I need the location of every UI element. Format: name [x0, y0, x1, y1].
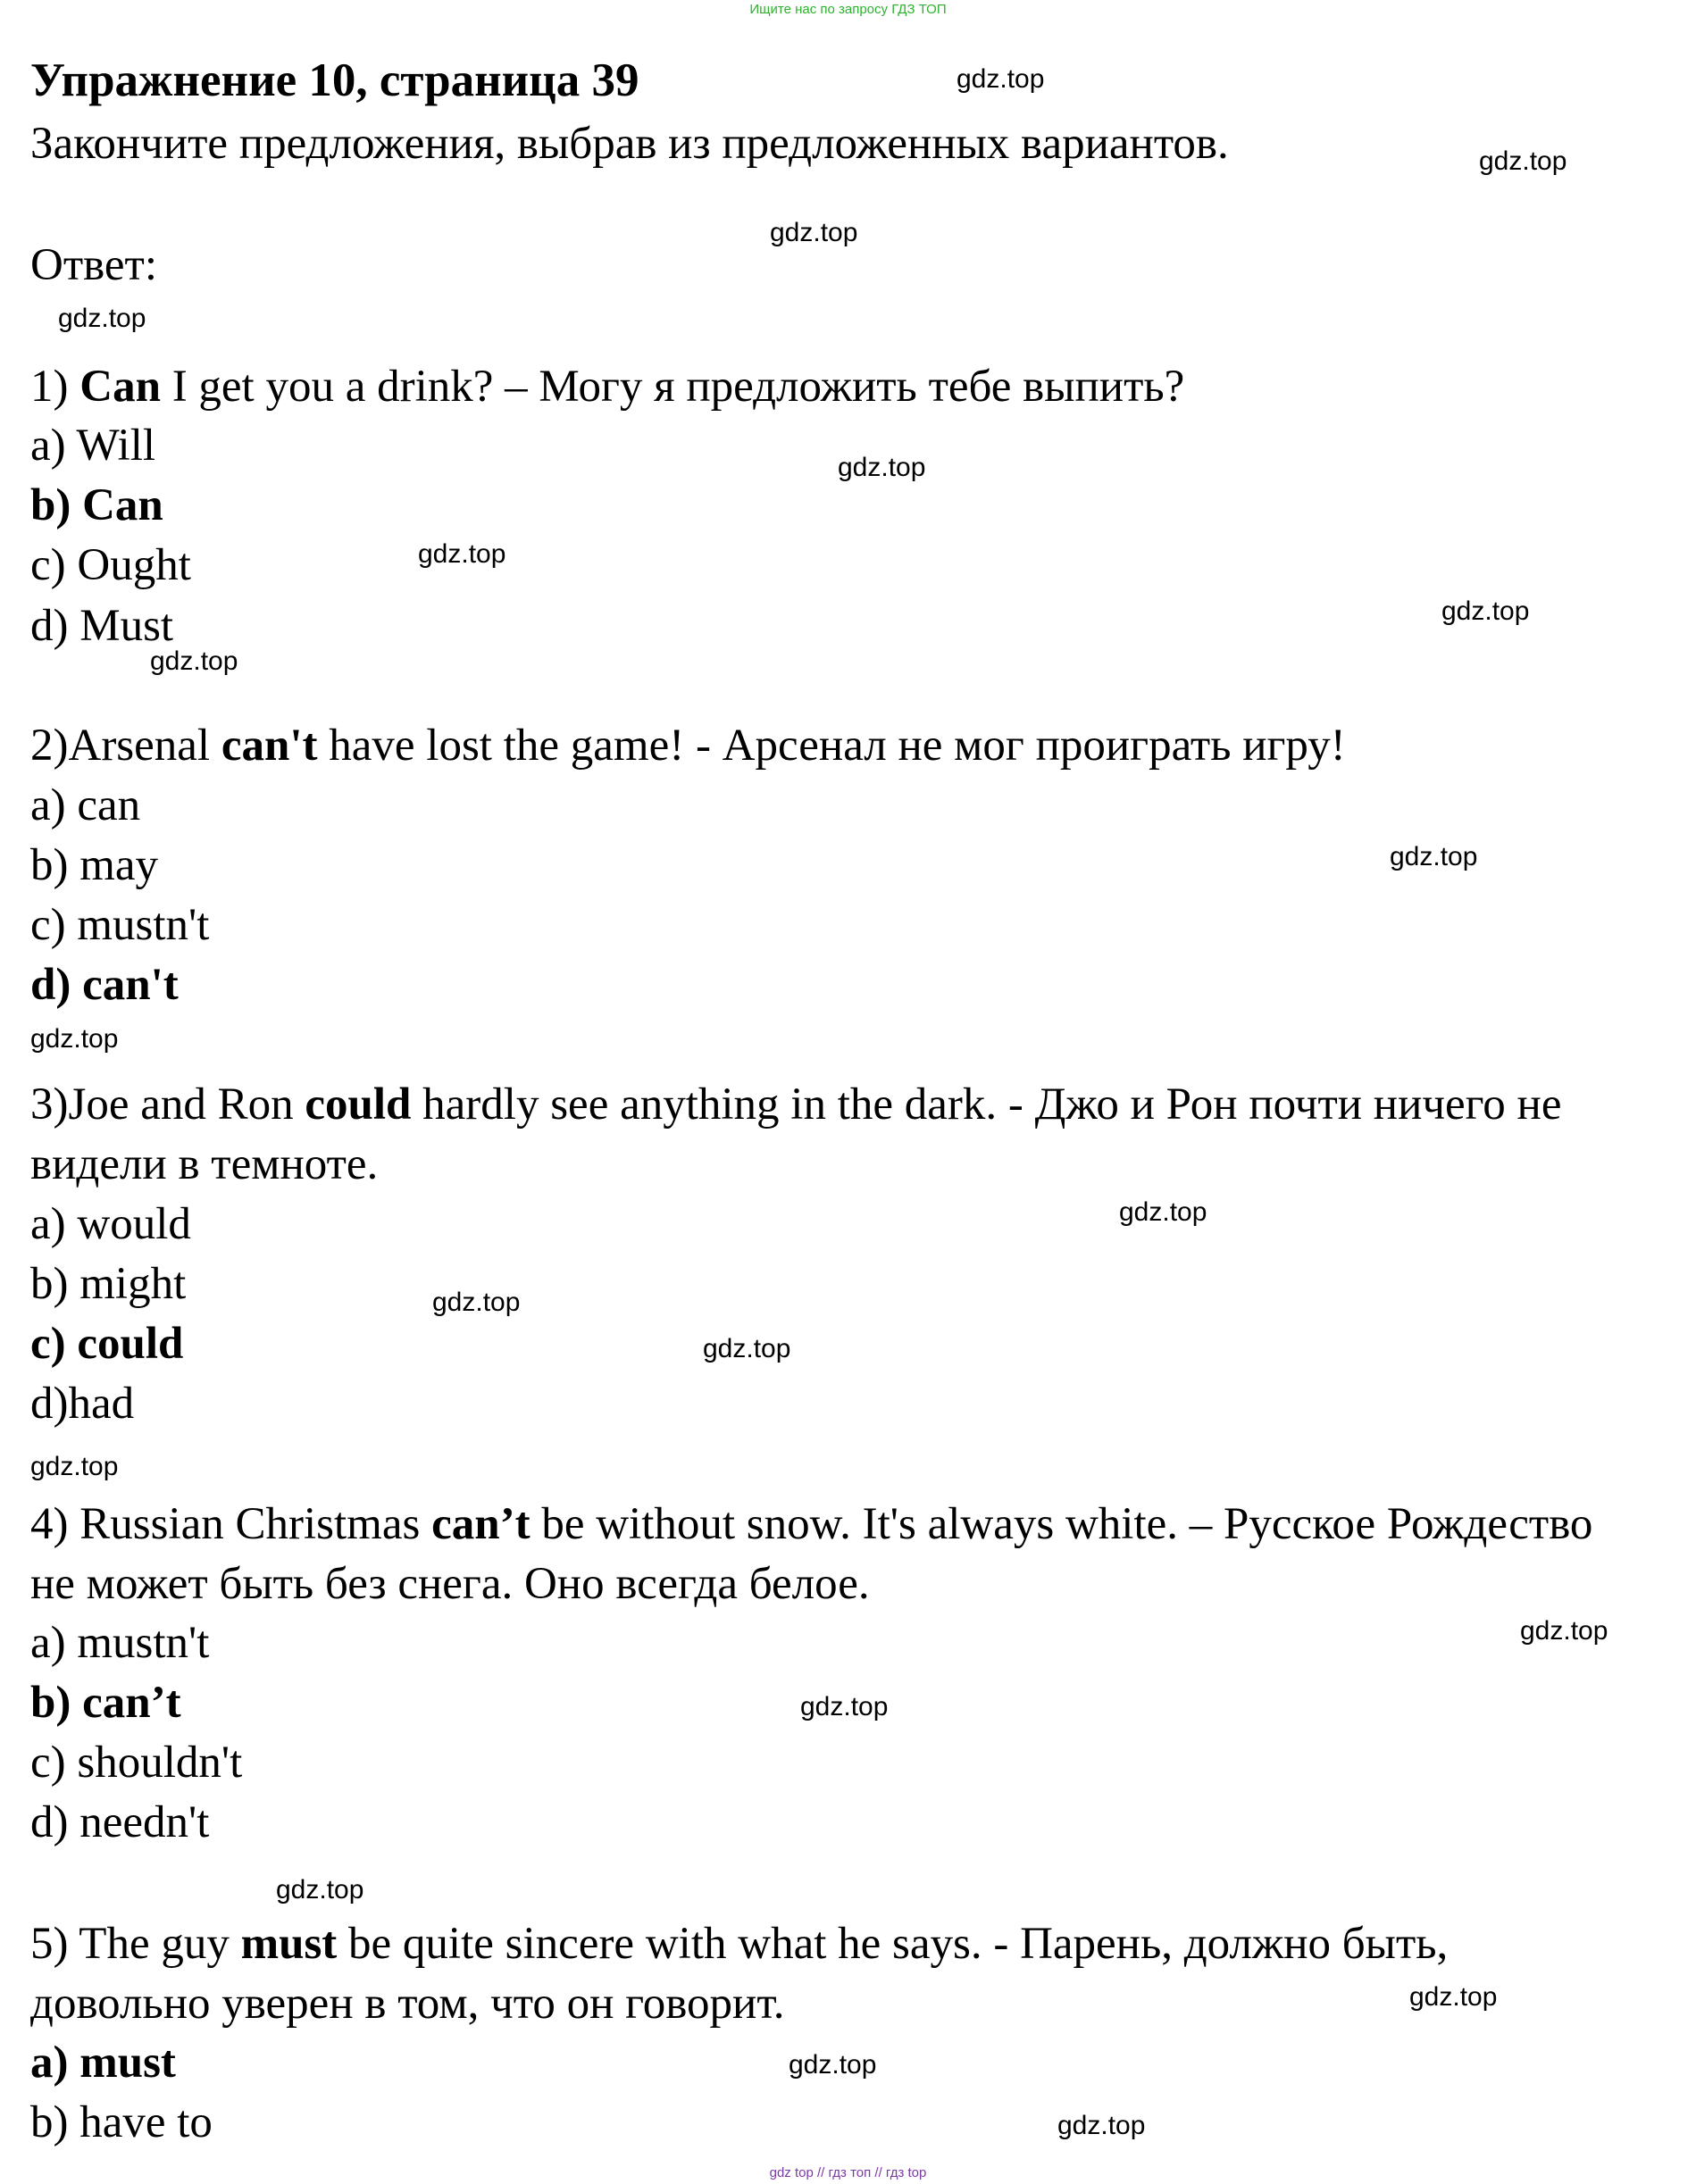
- watermark: gdz.top: [770, 218, 858, 247]
- question-5: [30, 1914, 1620, 2034]
- option: b) may: [30, 840, 159, 890]
- option: b) might: [30, 1259, 187, 1309]
- watermark: gdz.top: [432, 1288, 521, 1317]
- watermark: gdz.top: [1520, 1616, 1608, 1646]
- page-title: Упражнение 10, страница 39: [30, 54, 639, 106]
- watermark: gdz.top: [30, 1024, 119, 1054]
- watermark: gdz.top: [1390, 842, 1478, 871]
- watermark: gdz.top: [418, 539, 506, 569]
- question-prefix: 4) Russian Christmas: [30, 1499, 432, 1549]
- option: d) Must: [30, 601, 174, 651]
- option: b) have to: [30, 2097, 213, 2147]
- option-correct: a) must: [30, 2038, 176, 2088]
- question-prefix: 3)Joe and Ron: [30, 1079, 305, 1130]
- question-prefix: 2)Arsenal: [30, 721, 221, 771]
- option: a) can: [30, 780, 141, 830]
- watermark: gdz.top: [838, 453, 926, 482]
- question-prefix: 1): [30, 362, 80, 412]
- option: a) would: [30, 1199, 191, 1249]
- question-text: be quite sincere with what he says. - Парень, должно быть, довольно уверен в том, что он говорит.: [30, 1919, 1449, 2029]
- answer-word: can't: [221, 721, 318, 771]
- answer-word: must: [240, 1919, 338, 1969]
- question-text: be without snow. It's always white. – Русское Рождество не может быть без снега. Оно всегда белое.: [30, 1499, 1593, 1609]
- watermark: gdz.top: [957, 64, 1045, 94]
- option-correct: c) could: [30, 1319, 184, 1369]
- search-hint: Ищите нас по запросу ГДЗ ТОП: [749, 2, 947, 17]
- question-4: [30, 1495, 1620, 1614]
- question-3: [30, 1075, 1620, 1195]
- option-correct: b) can’t: [30, 1678, 181, 1728]
- watermark: gdz.top: [1479, 146, 1567, 176]
- watermark: gdz.top: [1441, 596, 1530, 626]
- watermark: gdz.top: [150, 646, 238, 676]
- watermark: gdz.top: [1119, 1197, 1207, 1227]
- question-text: have lost the game! - Арсенал не мог проиграть игру!: [317, 721, 1346, 771]
- watermark: gdz.top: [800, 1692, 889, 1721]
- answer-word: Can: [79, 362, 161, 412]
- watermark: gdz.top: [58, 304, 146, 333]
- watermark: gdz.top: [1409, 1982, 1498, 2012]
- option-correct: b) Can: [30, 480, 163, 530]
- task-instruction: Закончите предложения, выбрав из предложенных вариантов.: [30, 119, 1229, 169]
- watermark: gdz.top: [1057, 2111, 1146, 2140]
- option-correct: d) can't: [30, 960, 179, 1010]
- watermark: gdz.top: [276, 1875, 364, 1905]
- watermark: gdz.top: [703, 1334, 791, 1363]
- footer-note: gdz top // гдз топ // гдз top: [769, 2165, 927, 2180]
- watermark: gdz.top: [789, 2050, 877, 2080]
- question-text: I get you a drink? – Могу я предложить тебе выпить?: [160, 362, 1185, 412]
- option: c) Ought: [30, 540, 191, 590]
- question-prefix: 5) The guy: [30, 1919, 241, 1969]
- option: a) mustn't: [30, 1618, 210, 1668]
- question-text: hardly see anything in the dark. - Джо и Рон почти ничего не видели в темноте.: [30, 1079, 1562, 1189]
- answer-word: could: [305, 1079, 412, 1130]
- option: d)had: [30, 1379, 135, 1429]
- question-2: [30, 716, 1620, 776]
- option: a) Will: [30, 421, 156, 471]
- watermark: gdz.top: [30, 1452, 119, 1481]
- question-1: [30, 357, 1620, 417]
- option: d) needn't: [30, 1797, 210, 1847]
- option: c) shouldn't: [30, 1738, 243, 1788]
- answer-word: can’t: [431, 1499, 531, 1549]
- answer-label: Ответ:: [30, 240, 157, 290]
- option: c) mustn't: [30, 900, 210, 950]
